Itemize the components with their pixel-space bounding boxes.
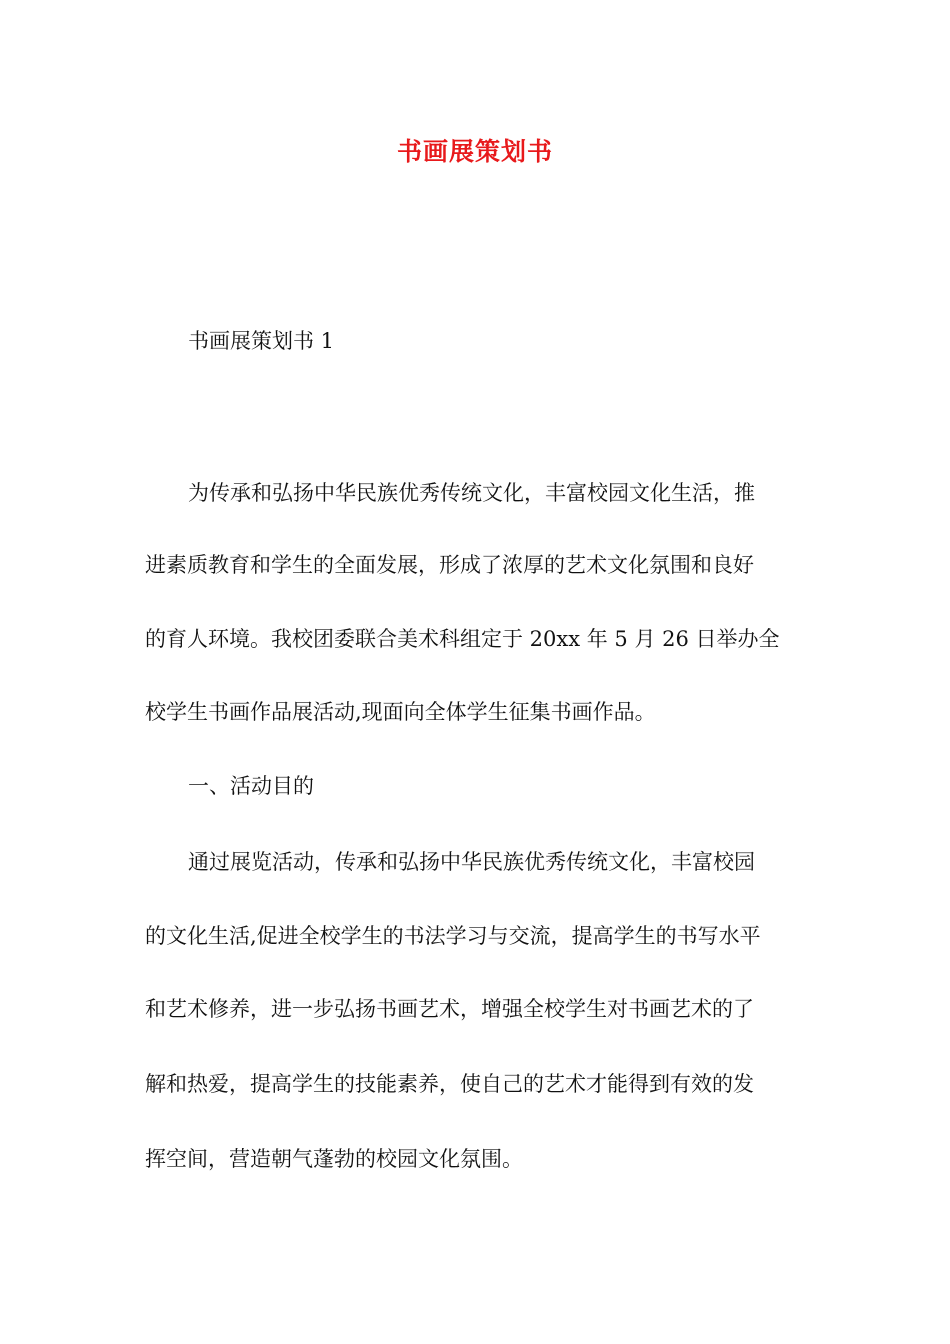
paragraph-2-line-3: 和艺术修养，进一步弘扬书画艺术，增强全校学生对书画艺术的了 xyxy=(145,997,754,1021)
paragraph-2-line-4: 解和热爱，提高学生的技能素养，使自己的艺术才能得到有效的发 xyxy=(145,1072,754,1096)
document-title: 书画展策划书 xyxy=(396,137,553,166)
paragraph-1-line-4: 校学生书画作品展活动,现面向全体学生征集书画作品。 xyxy=(145,700,656,724)
paragraph-1-line-3: 的育人环境。我校团委联合美术科组定于 20xx 年 5 月 26 日举办全 xyxy=(145,627,780,651)
paragraph-2-line-1: 通过展览活动，传承和弘扬中华民族优秀传统文化，丰富校园 xyxy=(188,850,755,874)
paragraph-2-line-5: 挥空间，营造朝气蓬勃的校园文化氛围。 xyxy=(145,1147,523,1171)
section-heading-purpose: 一、活动目的 xyxy=(188,774,314,798)
paragraph-2-line-2: 的文化生活,促进全校学生的书法学习与交流，提高学生的书写水平 xyxy=(145,924,761,948)
paragraph-1-line-1: 为传承和弘扬中华民族优秀传统文化，丰富校园文化生活，推 xyxy=(188,481,755,505)
paragraph-1-line-2: 进素质教育和学生的全面发展，形成了浓厚的艺术文化氛围和良好 xyxy=(145,553,754,577)
plan-subtitle: 书画展策划书 1 xyxy=(188,329,335,353)
